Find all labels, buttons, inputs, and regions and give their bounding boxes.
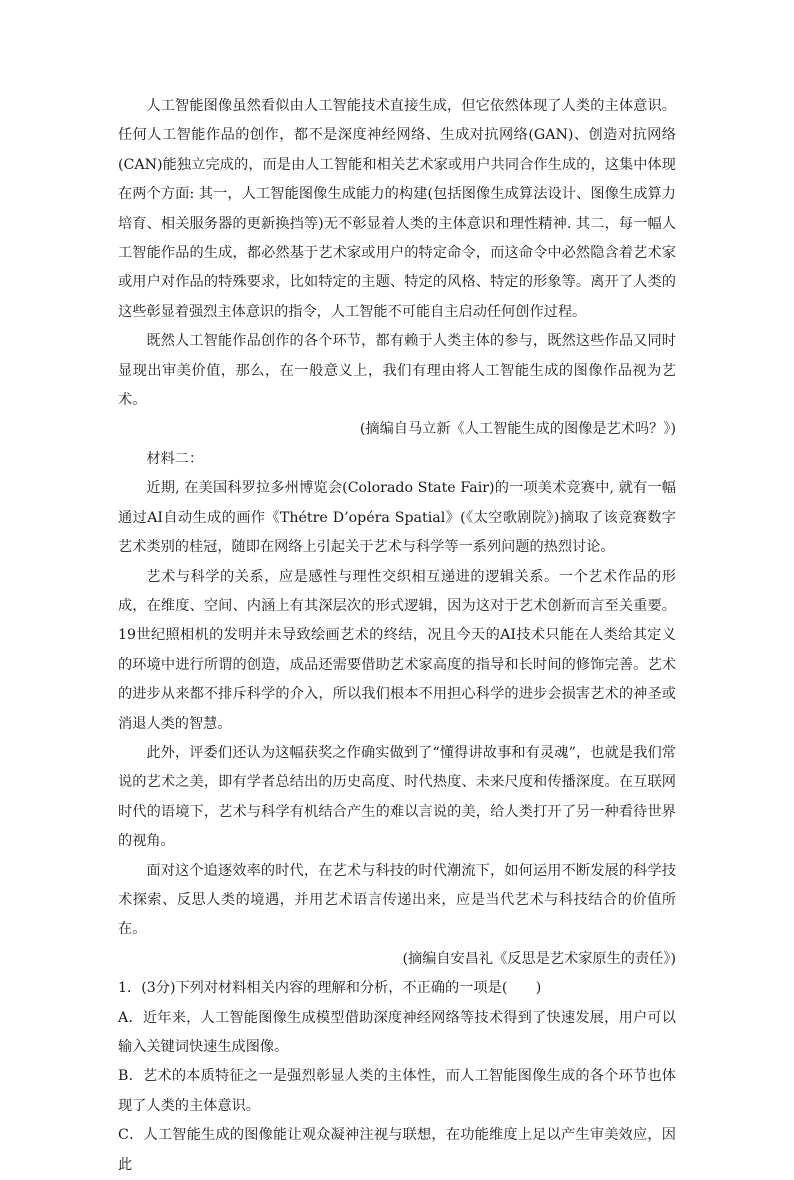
material1-paragraph-1: 人工智能图像虽然看似由人工智能技术直接生成，但它依然体现了人类的主体意识。任何人工智能作品的创作，都不是深度神经网络、生成对抗网络(GAN)、创造对抗网络(CAN)能独立完成的，而是由人工智能和相关艺术家或用户共同合作生成的，这集中体现在两个方面: 其一，人工智能图像生成能力的构建(包括图像生成算法设计、图像生成算力培育、相关服务器的更新换挡等)无不彰显着人类的主体意识和理性精神. 其二，每一幅人工智能作品的生成，都必然基于艺术家或用户的特定命令，而这命令中必然隐含着艺术家或用户对作品的特殊要求，比如特定的主题、特定的风格、特定的形象等。离开了人类的这些彰显着强烈主体意识的指令，人工智能不可能自主启动任何创作过程。 (118, 98, 676, 320)
material2-paragraph-3: 此外，评委们还认为这幅获奖之作确实做到了“懂得讲故事和有灵魂”，也就是我们常说的艺术之美，即有学者总结出的历史高度、时代热度、未来尺度和传播深度。在互联网时代的语境下，艺术与科学有机结合产生的难以言说的美，给人类打开了另一种看待世界的视角。 (118, 744, 676, 850)
material1-source: (摘编自马立新《人工智能生成的图像是艺术吗？》) (359, 421, 676, 438)
material2-source: (摘编自安昌礼《反思是艺术家原生的责任》) (402, 950, 676, 967)
material2-paragraph-4: 面对这个追逐效率的时代，在艺术与科技的时代潮流下，如何运用不断发展的科学技术探索、反思人类的境遇，并用艺术语言传递出来，应是当代艺术与科技结合的价值所在。 (118, 862, 676, 938)
material2-paragraph-2: 艺术与科学的关系，应是感性与理性交织相互递进的逻辑关系。一个艺术作品的形成，在维度、空间、内涵上有其深层次的形式逻辑，因为这对于艺术创新而言至关重要。19世纪照相机的发明并未导致绘画艺术的终结，况且今天的AI技术只能在人类给其定义的环境中进行所谓的创造，成品还需要借助艺术家高度的指导和长时间的修饰完善。艺术的进步从来都不排斥科学的介入，所以我们根本不用担心科学的进步会损害艺术的神圣或消退人类的智慧。 (118, 568, 676, 732)
document-page (118, 92, 676, 1180)
question-1-stem: 1．(3分)下列对材料相关内容的理解和分析，不正确的一项是( ) (118, 980, 542, 997)
question-1-option-a: A．近年来，人工智能图像生成模型借助深度神经网络等技术得到了快速发展，用户可以输入关键词快速生成图像。 (118, 1009, 676, 1055)
question-1-option-c: C．人工智能生成的图像能让观众凝神注视与联想，在功能维度上足以产生审美效应，因此 (118, 1127, 676, 1173)
material2-paragraph-1: 近期, 在美国科罗拉多州博览会(Colorado State Fair)的一项美术竞赛中, 就有一幅通过AI自动生成的画作《Thétre D’opéra Spatial》(《太空歌剧院》)摘取了该竞赛数字艺术类别的桂冠，随即在网络上引起关于艺术与科学等一系列问题的热烈讨论。 (118, 480, 676, 556)
question-1-option-b: B．艺术的本质特征之一是强烈彰显人类的主体性，而人工智能图像生成的各个环节也体现了人类的主体意识。 (118, 1068, 676, 1114)
material1-paragraph-2: 既然人工智能作品创作的各个环节，都有赖于人类主体的参与，既然这些作品又同时显现出审美价值，那么，在一般意义上，我们有理由将人工智能生成的图像作品视为艺术。 (118, 333, 676, 409)
material2-label: 材料二： (146, 450, 204, 467)
